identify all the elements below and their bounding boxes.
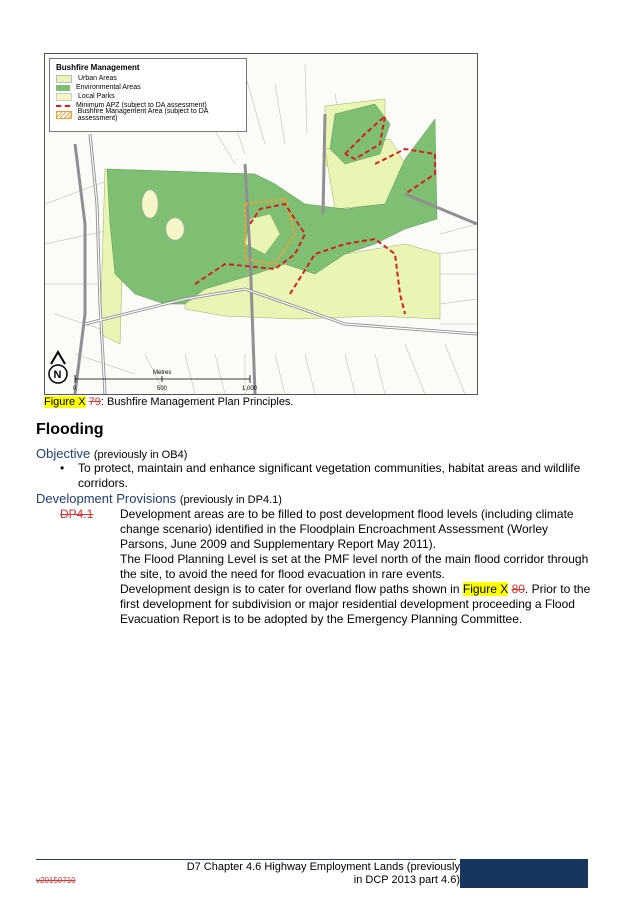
legend-item-bushfire-area: Bushfire Management Area (subject to DA assessment): [56, 110, 246, 119]
caption-prefix: Figure X: [44, 396, 86, 408]
legend-title: Bushfire Management: [56, 63, 140, 72]
bullet-icon: •: [60, 461, 65, 475]
scale-tick-1: 500: [157, 386, 168, 392]
caption-struck-number: 79: [88, 396, 101, 408]
scale-unit: Metres: [153, 370, 172, 376]
caption-text: : Bushfire Management Plan Principles.: [100, 396, 294, 408]
footer-divider: [36, 859, 456, 860]
dp-text: [120, 507, 598, 627]
dp-paragraph-2: The Flood Planning Level is set at the PMF level north of the main flood corridor through the site, to avoid the need for flood evacuation in rare events.: [120, 552, 589, 581]
footer-title: D7 Chapter 4.6 Highway Employment Lands (previously in DCP 2013 part 4.6): [186, 861, 460, 886]
objective-heading: Objective (previously in OB4): [36, 446, 188, 461]
legend-item-parks: Local Parks: [56, 92, 246, 101]
north-label: N: [53, 369, 62, 381]
dp-heading: Development Provisions (previously in DP4.1): [36, 491, 282, 506]
section-title: Flooding: [36, 421, 104, 438]
dp-paragraph-1: Development areas are to be filled to post development flood levels (including climate change scenario) identified in the Floodplain Encroachment Assessment (Worley Parsons, June 2009 and Supplementary Report May 2011).: [120, 507, 574, 551]
north-arrow-icon: [49, 352, 67, 383]
version-stamp: v20150710: [36, 876, 76, 885]
legend-item-environmental: Environmental Areas: [56, 83, 246, 92]
figure-caption: [44, 396, 294, 408]
figure-reference: Figure X: [462, 582, 509, 596]
dp-paragraph-3: Development design is to cater for overland flow paths shown in Figure X 80. Prior to the first development for subdivision or major residential development proceeding a Flood Evacuation Report is to be adopted by the Emergency Planning Committee.: [120, 582, 591, 626]
map-legend: [49, 58, 247, 132]
scale-tick-2: 1,000: [242, 386, 258, 392]
scale-tick-0: 0: [73, 386, 77, 392]
footer-color-block: [460, 859, 588, 888]
legend-item-apz: Minimum APZ (subject to DA assessment): [56, 101, 246, 110]
dp-id: DP4.1: [60, 507, 94, 521]
legend-item-urban: Urban Areas: [56, 74, 246, 83]
bushfire-map: [44, 53, 478, 395]
